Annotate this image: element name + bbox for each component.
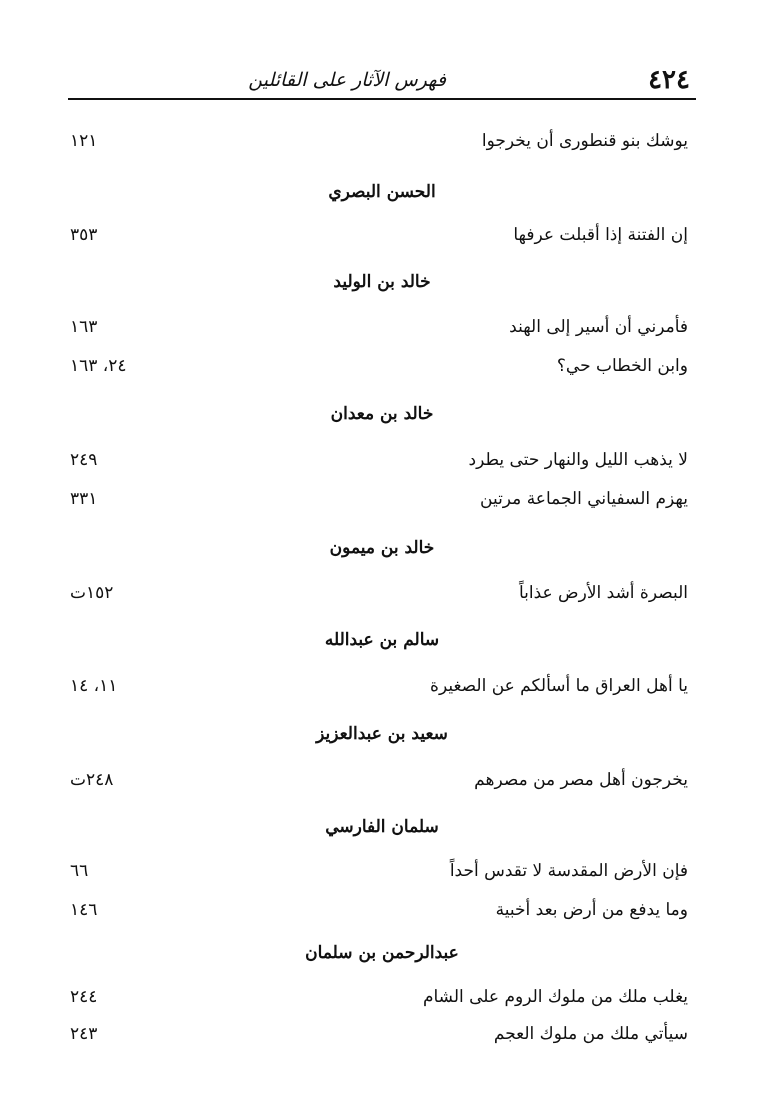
index-entry (68, 669, 688, 703)
index-entry (68, 310, 688, 344)
entry-text: وما يدفع من أرض بعد أخبية (495, 900, 688, 920)
header-rule (68, 98, 696, 100)
section-heading: خالد بن معدان (330, 404, 434, 424)
entry-pages: ٢٤٨ت (70, 770, 114, 790)
page-header (68, 62, 696, 98)
entry-pages: ٢٤٣ (70, 1024, 98, 1044)
entry-pages: ١١، ١٤ (70, 676, 118, 696)
entry-pages: ١٦٣ (70, 317, 98, 337)
entry-text: يوشك بنو قنطورى أن يخرجوا (481, 131, 688, 151)
entry-pages: ١٤٦ (70, 900, 98, 920)
index-entry (68, 980, 688, 1014)
section-heading: عبدالرحمن بن سلمان (305, 943, 459, 963)
entry-pages: ٢٤٩ (70, 450, 98, 470)
entry-pages: ٣٣١ (70, 489, 98, 509)
running-title: فهرس الآثار على القائلين (248, 69, 446, 91)
index-entry (68, 1017, 688, 1051)
section-heading: خالد بن ميمون (329, 538, 435, 558)
section-heading: الحسن البصري (328, 182, 436, 202)
entry-pages: ١٢١ (70, 131, 98, 151)
entry-text: فأمرني أن أسير إلى الهند (509, 317, 688, 337)
entry-pages: ٦٦ (70, 861, 89, 881)
index-entry (68, 763, 688, 797)
entry-text: إن الفتنة إذا أقبلت عرفها (513, 225, 688, 245)
page-number: ٤٢٤ (648, 65, 690, 95)
section-heading: سعيد بن عبدالعزيز (316, 724, 448, 744)
entry-pages: ٣٥٣ (70, 225, 98, 245)
entry-pages: ١٥٢ت (70, 583, 114, 603)
index-entry (68, 854, 688, 888)
index-entry (68, 576, 688, 610)
entry-text: يغلب ملك من ملوك الروم على الشام (422, 987, 688, 1007)
entry-text: فإن الأرض المقدسة لا تقدس أحداً (449, 861, 688, 881)
index-entry (68, 218, 688, 252)
index-entry (68, 482, 688, 516)
entry-text: لا يذهب الليل والنهار حتى يطرد (468, 450, 688, 470)
entry-text: البصرة أشد الأرض عذاباً (518, 583, 688, 603)
index-entry (68, 124, 688, 158)
entry-text: وابن الخطاب حي؟ (556, 356, 688, 376)
index-entry (68, 443, 688, 477)
index-entry (68, 349, 688, 383)
entry-text: يهزم السفياني الجماعة مرتين (480, 489, 688, 509)
entry-pages: ٢٤٤ (70, 987, 98, 1007)
index-entry (68, 893, 688, 927)
entry-pages: ٢٤، ١٦٣ (70, 356, 127, 376)
entry-text: يخرجون أهل مصر من مصرهم (474, 770, 688, 790)
section-heading: سالم بن عبدالله (324, 630, 440, 650)
entry-text: يا أهل العراق ما أسألكم عن الصغيرة (430, 676, 688, 696)
section-heading: خالد بن الوليد (333, 272, 431, 292)
entry-text: سيأتي ملك من ملوك العجم (493, 1024, 688, 1044)
section-heading: سلمان الفارسي (325, 817, 439, 837)
